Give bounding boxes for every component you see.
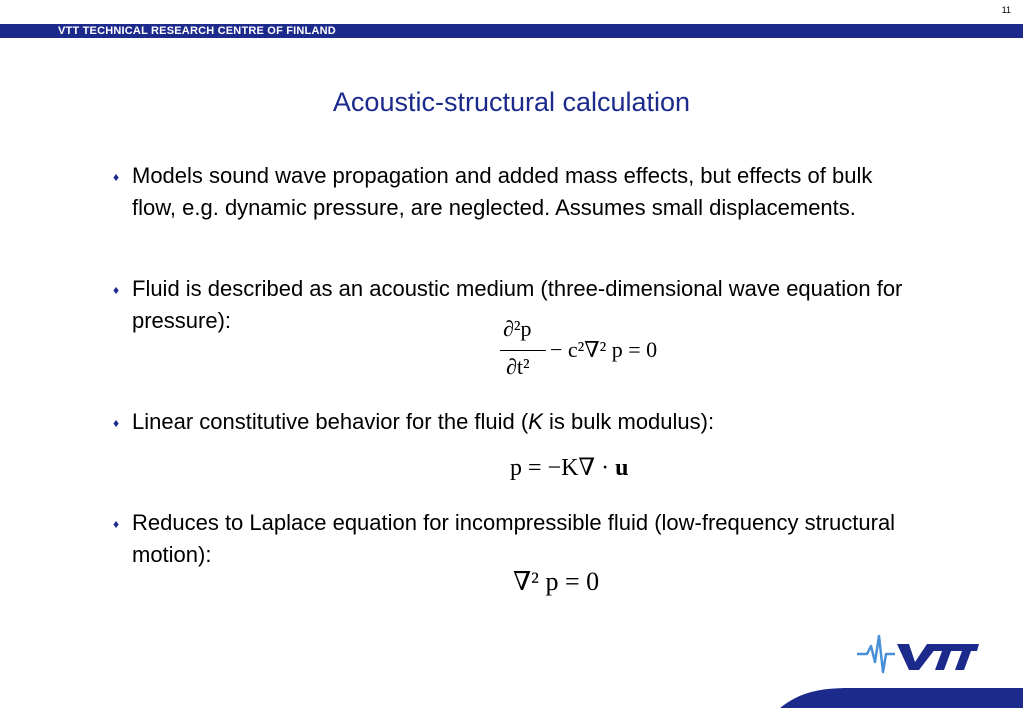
bullet-text: Reduces to Laplace equation for incompressible fluid (low-frequency structural motion): [132, 510, 896, 567]
constitutive-equation [510, 453, 629, 482]
displacement-vector: u [615, 455, 629, 481]
equation-lhs: p = −K∇ · [510, 455, 610, 481]
slide-title: Acoustic-structural calculation [332, 87, 691, 117]
bullet-text: Fluid is described as an acoustic medium (three-dimensional wave equation for pressure): [132, 276, 903, 333]
equation-denominator: ∂t² [506, 354, 530, 379]
bullet-item [113, 507, 913, 571]
diamond-bullet-icon: ♦ [113, 517, 120, 531]
bullet-text: Models sound wave propagation and added mass effects, but effects of bulk flow, e.g. dynamic pressure, are neglected. Assumes small displacements. [132, 163, 873, 220]
vtt-logo [855, 632, 980, 674]
bullet-text-after: is bulk modulus): [542, 409, 715, 434]
bullet-item [113, 406, 913, 438]
page-number: 11 [1001, 5, 1011, 15]
diamond-bullet-icon: ♦ [113, 170, 120, 184]
fraction-bar [500, 350, 546, 351]
equation-rest: − c²∇² p = 0 [550, 337, 658, 362]
equation-numerator: ∂²p [503, 316, 532, 341]
diamond-bullet-icon: ♦ [113, 283, 120, 297]
wave-equation [500, 316, 700, 386]
laplace-equation: ∇² p = 0 [513, 567, 600, 596]
vtt-logo-icon [855, 632, 980, 674]
diamond-bullet-icon: ♦ [113, 416, 120, 430]
bullet-item [113, 160, 913, 224]
bulk-modulus-symbol: K [528, 409, 543, 434]
header-bar [0, 24, 1023, 38]
footer-swoosh [780, 688, 1023, 708]
organization-name: VTT TECHNICAL RESEARCH CENTRE OF FINLAND [58, 25, 336, 37]
bullet-text-before: Linear constitutive behavior for the fluid ( [132, 409, 529, 434]
bullet-text [132, 406, 913, 438]
